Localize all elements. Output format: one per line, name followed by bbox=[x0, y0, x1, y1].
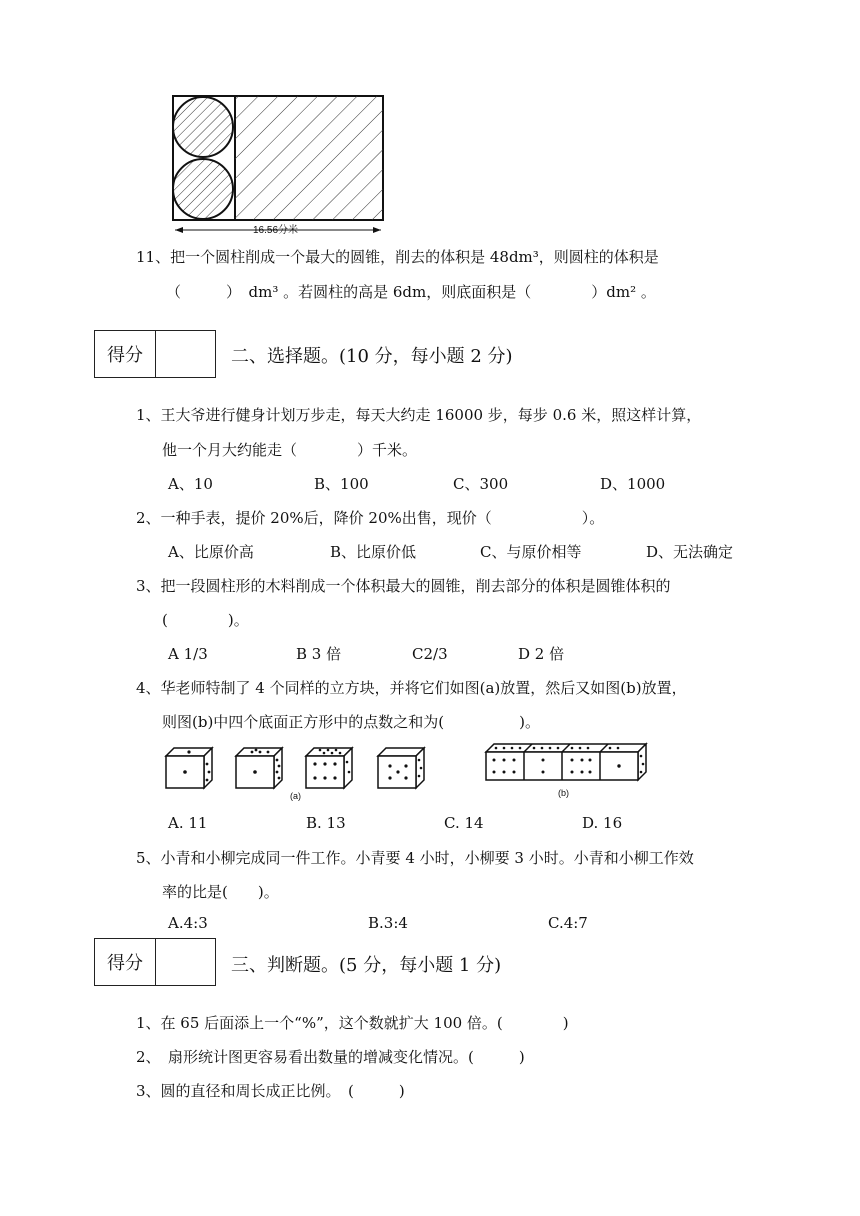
circle-top bbox=[173, 97, 233, 157]
score-blank[interactable] bbox=[156, 939, 214, 985]
s2-q3-option-a: A 1/3 bbox=[168, 645, 208, 663]
s3-q3: 3、圆的直径和周长成正比例。 ( ) bbox=[136, 1082, 405, 1100]
score-box-section2 bbox=[94, 330, 216, 378]
s2-q2-option-c: C、与原价相等 bbox=[480, 543, 582, 561]
s2-q4-line1: 4、华老师特制了 4 个同样的立方块，并将它们如图(a)放置，然后又如图(b)放置， bbox=[136, 679, 687, 697]
s2-q1-line1: 1、王大爷进行健身计划万步走，每天大约走 16000 步，每步 0.6 米，照这样计算， bbox=[136, 406, 702, 424]
score-blank[interactable] bbox=[156, 331, 214, 377]
s2-q2-option-b: B、比原价低 bbox=[330, 543, 417, 561]
dice-figure-a bbox=[160, 742, 440, 800]
circle-bottom bbox=[173, 159, 233, 219]
s2-q5-option-a: A.4:3 bbox=[168, 914, 208, 932]
s2-q2-line1: 2、一种手表，提价 20%后，降价 20%出售，现价（ ）。 bbox=[136, 509, 605, 527]
s3-q2: 2、 扇形统计图更容易看出数量的增减变化情况。( ) bbox=[136, 1048, 525, 1066]
q11-line1: 11、把一个圆柱削成一个最大的圆锥，削去的体积是 48dm³，则圆柱的体积是 bbox=[136, 248, 659, 266]
figure-b-label: (b) bbox=[558, 788, 569, 798]
figure-a-label: (a) bbox=[290, 791, 301, 801]
s2-q4-option-a: A. 11 bbox=[168, 814, 208, 832]
s2-q3-line2: ( )。 bbox=[162, 611, 249, 629]
s2-q1-option-c: C、300 bbox=[453, 475, 509, 493]
q11-line2: （ ） dm³ 。若圆柱的高是 6dm，则底面积是（ ）dm² 。 bbox=[166, 283, 656, 301]
s2-q1-option-b: B、100 bbox=[314, 475, 369, 493]
score-label: 得分 bbox=[95, 331, 156, 377]
s2-q4-line2: 则图(b)中四个底面正方形中的点数之和为( )。 bbox=[162, 713, 541, 731]
s2-q2-option-a: A、比原价高 bbox=[168, 543, 254, 561]
s3-q1: 1、在 65 后面添上一个“%”，这个数就扩大 100 倍。( ) bbox=[136, 1014, 569, 1032]
dice-figure-b bbox=[482, 740, 654, 800]
section3-title: 三、判断题。(5 分，每小题 1 分) bbox=[231, 955, 502, 976]
s2-q5-option-c: C.4:7 bbox=[548, 914, 588, 932]
s2-q5-line1: 5、小青和小柳完成同一件工作。小青要 4 小时，小柳要 3 小时。小青和小柳工作效 bbox=[136, 849, 694, 867]
s2-q3-option-c: C2/3 bbox=[412, 645, 448, 663]
dimension-label: 16.56分米 bbox=[253, 225, 299, 236]
s2-q3-option-d: D 2 倍 bbox=[518, 645, 565, 663]
score-box-section3 bbox=[94, 938, 216, 986]
s2-q1-line2: 他一个月大约能走（ ）千米。 bbox=[162, 441, 418, 459]
s2-q1-option-a: A、10 bbox=[168, 475, 213, 493]
section2-title: 二、选择题。(10 分，每小题 2 分) bbox=[231, 346, 513, 367]
s2-q5-line2: 率的比是( )。 bbox=[162, 883, 279, 901]
score-label: 得分 bbox=[95, 939, 156, 985]
s2-q4-option-c: C. 14 bbox=[444, 814, 484, 832]
s2-q4-option-b: B. 13 bbox=[306, 814, 346, 832]
s2-q3-option-b: B 3 倍 bbox=[296, 645, 342, 663]
cylinder-unfold-figure bbox=[165, 90, 395, 240]
s2-q5-option-b: B.3:4 bbox=[368, 914, 408, 932]
s2-q3-line1: 3、把一段圆柱形的木料削成一个体积最大的圆锥，削去部分的体积是圆锥体积的 bbox=[136, 577, 671, 595]
s2-q1-option-d: D、1000 bbox=[600, 475, 666, 493]
s2-q2-option-d: D、无法确定 bbox=[646, 543, 734, 561]
s2-q4-option-d: D. 16 bbox=[582, 814, 623, 832]
